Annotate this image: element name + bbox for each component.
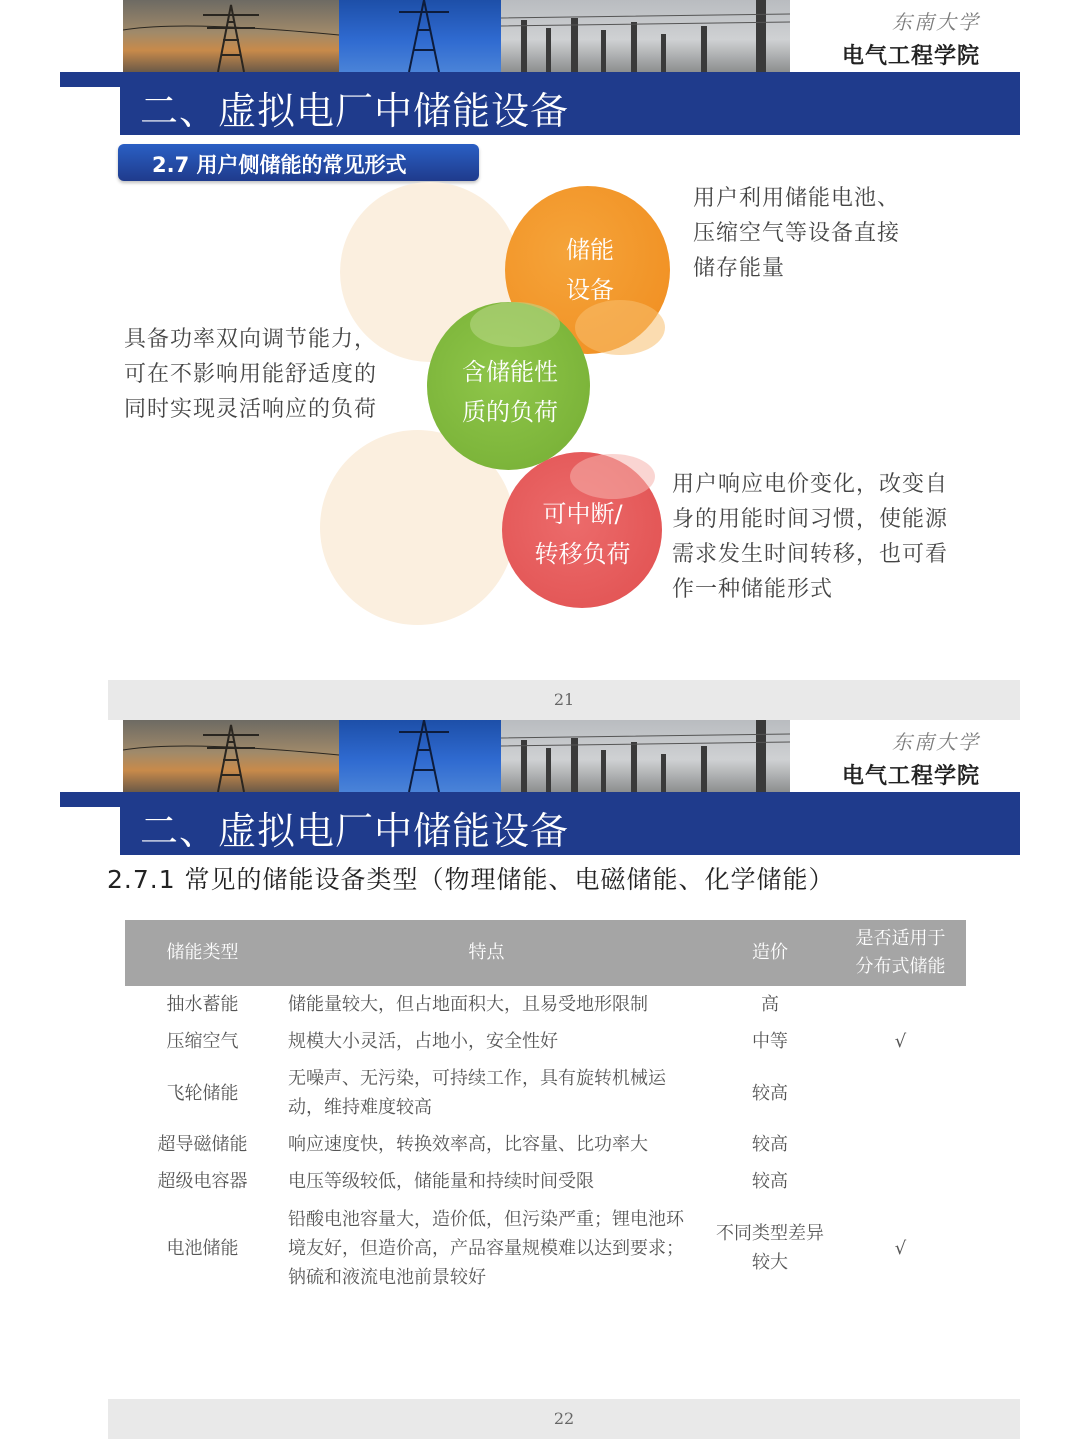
- cell-cost: 较高: [752, 1082, 788, 1104]
- storage-device-label: 储能 设备: [566, 236, 614, 304]
- section-heading: 2.7.1 常见的储能设备类型（物理储能、电磁储能、化学储能）: [107, 865, 835, 894]
- header-photo-strip: [123, 0, 790, 72]
- cell-distributed: [835, 986, 966, 1023]
- cell-type: 抽水蓄能: [166, 994, 239, 1015]
- school-name: 东南大学: [892, 730, 980, 754]
- storage-types-table: [125, 920, 966, 1296]
- interruptible-load-desc: 用户响应电价变化，改变自 身的用能时间习惯，使能源 需求发生时间转移，也可看 作一种储能形式: [672, 472, 949, 602]
- red-highlight: [570, 454, 655, 499]
- college-name: 电气工程学院: [841, 764, 980, 789]
- cell-cost: 中等: [752, 1031, 788, 1052]
- slide-title: 二、虚拟电厂中储能设备: [140, 89, 570, 133]
- section-tag: [118, 144, 479, 181]
- page-number: 22: [553, 1409, 575, 1428]
- slide-title: 二、虚拟电厂中储能设备: [140, 809, 570, 853]
- sunset-pylon-photo: [123, 0, 339, 72]
- school-name: 东南大学: [892, 10, 980, 34]
- title-band: [120, 72, 1020, 135]
- blue-sky-pylon-photo: [339, 720, 501, 792]
- title-band: [120, 792, 1020, 855]
- storage-load-label: 含储能性 质的负荷: [462, 358, 558, 426]
- cell-features: 响应速度快，转换效率高，比容量、比功率大: [288, 1134, 648, 1155]
- storage-device-desc: 用户利用储能电池、 压缩空气等设备直接 储存能量: [693, 186, 901, 281]
- page-footer: [108, 1399, 1020, 1439]
- green-highlight: [470, 302, 560, 347]
- cell-distributed: [835, 1163, 966, 1200]
- page-number: 21: [553, 690, 575, 709]
- school-logo: [842, 6, 980, 70]
- storage-load-desc: 具备功率双向调节能力， 可在不影响用能舒适度的 同时实现灵活响应的负荷: [124, 327, 378, 422]
- blue-sky-pylon-photo: [339, 0, 501, 72]
- substation-photo: [501, 0, 790, 72]
- cell-cost: 较高: [752, 1134, 788, 1155]
- cell-features: 无噪声、无污染，可持续工作，具有旋转机械运动，维持难度较高: [288, 1068, 666, 1118]
- school-logo: [842, 726, 980, 790]
- cell-type: 压缩空气: [166, 1031, 239, 1052]
- table-row: [125, 986, 966, 1023]
- interruptible-load-label: 可中断/ 转移负荷: [534, 500, 631, 568]
- table-row: [125, 1163, 966, 1200]
- table-row: [125, 1126, 966, 1163]
- cell-cost: 较高: [752, 1171, 788, 1192]
- header-cost: 造价: [705, 920, 835, 986]
- cell-type: 超导磁储能: [157, 1134, 248, 1155]
- cell-distributed: [835, 1060, 966, 1126]
- table-row: [125, 1200, 966, 1296]
- substation-photo: [501, 720, 790, 792]
- cell-type: 超级电容器: [157, 1171, 248, 1192]
- title-band-accent: [60, 72, 122, 87]
- header-features: 特点: [280, 920, 705, 986]
- table-header-row: [125, 920, 966, 986]
- table-row: [125, 1060, 966, 1126]
- cell-cost: 不同类型差异较大: [716, 1223, 824, 1273]
- cell-features: 规模大小灵活，占地小，安全性好: [288, 1031, 558, 1052]
- sunset-pylon-photo: [123, 720, 339, 792]
- page-footer: [108, 680, 1020, 720]
- cell-type: 电池储能: [166, 1237, 239, 1259]
- header-distributed: 是否适用于 分布式储能: [835, 920, 966, 986]
- header-type: 储能类型: [125, 920, 280, 986]
- college-name: 电气工程学院: [841, 44, 980, 69]
- cell-features: 铅酸电池容量大，造价低，但污染严重；锂电池环境友好，但造价高，产品容量规模难以达到要求；钠硫和液流电池前景较好: [288, 1208, 684, 1288]
- cell-type: 飞轮储能: [166, 1082, 239, 1104]
- cell-distributed: √: [894, 1031, 907, 1052]
- cell-cost: 高: [761, 994, 779, 1015]
- cell-distributed: √: [894, 1237, 907, 1259]
- header-photo-strip: [123, 720, 790, 792]
- slide-22: [0, 720, 1080, 1439]
- title-band-accent: [60, 792, 122, 807]
- cell-features: 储能量较大，但占地面积大，且易受地形限制: [288, 994, 648, 1015]
- section-tag-label: 2.7 用户侧储能的常见形式: [152, 153, 407, 177]
- table-row: [125, 1023, 966, 1060]
- cell-features: 电压等级较低，储能量和持续时间受限: [288, 1171, 594, 1192]
- cell-distributed: [835, 1126, 966, 1163]
